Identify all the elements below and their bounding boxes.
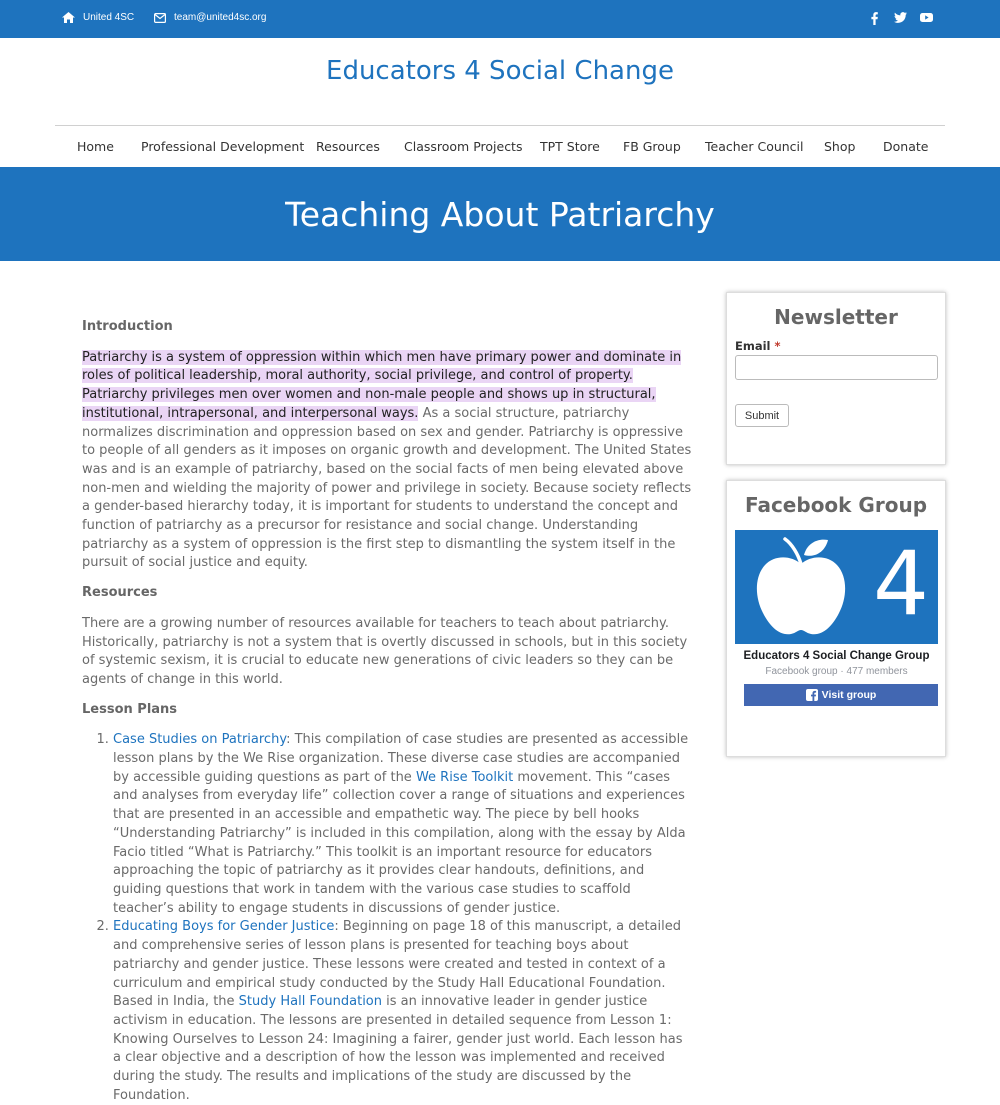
nav-item-shop[interactable]: Shop	[824, 139, 856, 154]
page-title: Teaching About Patriarchy	[285, 195, 715, 234]
nav-item-professional-development[interactable]: Professional Development	[141, 139, 305, 154]
site-title[interactable]: Educators 4 Social Change	[326, 56, 674, 86]
email-label-text: Email	[735, 339, 771, 353]
list-item	[113, 918, 694, 1105]
newsletter-email-input[interactable]	[735, 355, 938, 380]
youtube-icon[interactable]	[920, 12, 933, 23]
email-label	[735, 339, 781, 353]
required-mark: *	[774, 339, 781, 353]
nav-item-home[interactable]: Home	[77, 139, 114, 154]
intro-heading: Introduction	[82, 319, 173, 334]
newsletter-widget	[726, 292, 946, 465]
nav-item-tpt-store[interactable]: TPT Store	[540, 139, 600, 154]
nav-item-donate[interactable]: Donate	[883, 139, 929, 154]
main-content	[82, 318, 694, 1105]
nav-item-resources[interactable]: Resources	[316, 139, 380, 154]
lesson-plans-heading: Lesson Plans	[82, 701, 178, 717]
email-link[interactable]: team@united4sc.org	[174, 12, 267, 23]
page-banner	[0, 167, 1000, 261]
nav-item-teacher-council[interactable]: Teacher Council	[705, 139, 804, 154]
highlighted-text: Patriarchy is a system of oppression within which men have primary power and dominate in roles of political leadership, moral authority, social privilege, and control of property. Patriarchy privileges men over women and non-male people and shows up in structural, institutional, intrapersonal, and interpersonal ways.	[82, 349, 682, 421]
home-icon	[62, 12, 75, 23]
logo-digit: 4	[873, 532, 929, 635]
lesson-text: : Beginning on page 18 of this manuscript, a detailed and comprehensive series of lesson plans is presented for teaching boys about patriarchy and gender justice. These lessons were created and tested in context of a curriculum and empirical study conducted by the Study Hall Educational Foundation. Based in India, the	[113, 919, 681, 1010]
list-item	[113, 731, 694, 918]
group-name[interactable]: Educators 4 Social Change Group	[743, 650, 930, 662]
twitter-icon[interactable]	[894, 12, 907, 23]
we-rise-toolkit-link[interactable]: We Rise Toolkit	[415, 769, 514, 785]
visit-group-label: Visit group	[821, 689, 877, 701]
educating-boys-link[interactable]: Educating Boys for Gender Justice	[113, 919, 335, 935]
visit-group-button[interactable]	[744, 684, 938, 706]
location-info	[62, 12, 134, 23]
location-label: United 4SC	[83, 12, 135, 23]
group-cover-image[interactable]	[735, 530, 938, 644]
facebook-icon	[806, 689, 818, 701]
study-hall-foundation-link[interactable]: Study Hall Foundation	[238, 994, 383, 1010]
envelope-icon	[154, 13, 166, 23]
facebook-icon[interactable]	[871, 12, 878, 25]
top-bar	[0, 0, 1000, 38]
intro-paragraph	[82, 349, 694, 573]
newsletter-title: Newsletter	[774, 305, 898, 329]
nav-item-fb-group[interactable]: FB Group	[623, 139, 681, 154]
facebook-group-widget	[726, 480, 946, 757]
lesson-text: : This compilation of case studies are presented as accessible lesson plans by the We Rise organization. These diverse case studies are accompanied by accessible guiding questions as part of the	[113, 732, 689, 785]
intro-text: As a social structure, patriarchy normalizes discrimination and oppression based on sex and gender. Patriarchy is oppressive to people of all genders as it imposes on organic growth and development. The United States was and is an example of patriarchy, based on the social facts of men being elevated above non-men and wielding the majority of power and privilege in society. Because society reflects a gender-based hierarchy today, it is important for students to understand the concept and function of patriarchy as a precursor for resistance and social change. Understanding patriarchy as a system of oppression is the first step to dismantling the system itself in the pursuit of social justice and equity.	[82, 405, 692, 571]
case-studies-link[interactable]: Case Studies on Patriarchy	[113, 732, 287, 748]
resources-paragraph: There are a growing number of resources available for teachers to teach about patriarchy. Historically, patriarchy is not a system that is overtly discussed in schools, but in this society of systemic sexism, it is crucial to educate new generations of civic leaders so they can be agents of change in this world.	[82, 615, 688, 687]
facebook-group-card[interactable]	[735, 530, 938, 716]
facebook-group-title: Facebook Group	[744, 493, 928, 517]
email-info[interactable]	[154, 12, 266, 23]
lesson-text: is an innovative leader in gender justice activism in education. The lessons are presented in detailed sequence from Lesson 1: Knowing Ourselves to Lesson 24: Imagining a fairer, gender just world. Each lesson has a clear objective and a description of how the lesson was implemented and received during the study. The results and implications of the study are discussed by the Foundation.	[113, 994, 683, 1103]
nav-item-classroom-projects[interactable]: Classroom Projects	[404, 139, 523, 154]
main-navigation	[55, 125, 945, 167]
lesson-plans-list	[113, 731, 694, 1105]
resources-heading: Resources	[82, 585, 158, 601]
newsletter-submit-button[interactable]: Submit	[735, 404, 789, 427]
group-members: Facebook group · 477 members	[765, 666, 908, 677]
lesson-text: movement. This “cases and analyses from everyday life” collection cover a range of situations and experiences that are presented in an accessible and empathetic way. The piece by bell hooks “Understanding Patriarchy” is included in this compilation, along with the essay by Alda Facio titled “What is Patriarchy.” This toolkit is an important resource for educators approaching the topic of patriarchy as it provides clear handouts, definitions, and guiding questions that work in tandem with the various case studies to scaffold teacher’s ability to engage students in discussions of gender justice.	[113, 769, 686, 916]
